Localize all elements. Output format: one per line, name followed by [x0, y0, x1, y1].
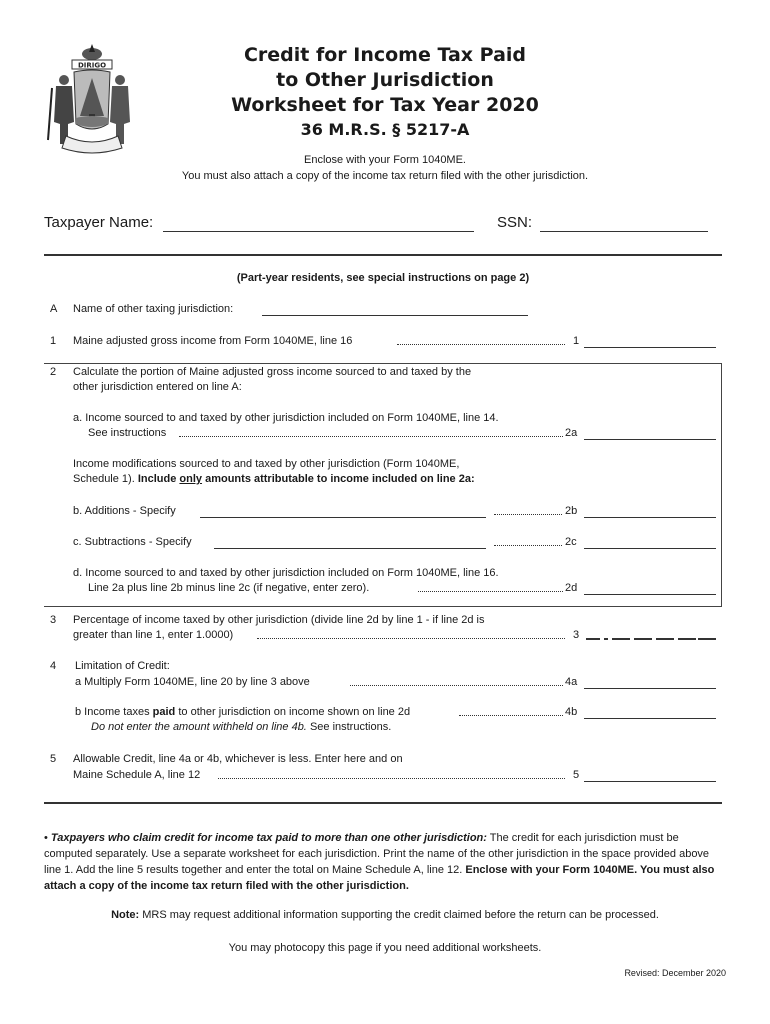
- line-1-amount-field[interactable]: [584, 335, 716, 348]
- line-4b-amount-field[interactable]: [584, 706, 716, 719]
- taxpayer-name-label: Taxpayer Name:: [44, 214, 154, 231]
- line-2b-specify-field[interactable]: [200, 505, 486, 518]
- line-3-percentage-field[interactable]: [586, 628, 716, 640]
- line-4b-pre: b Income taxes: [75, 706, 150, 718]
- photocopy-note: You may photocopy this page if you need additional worksheets.: [228, 942, 542, 954]
- line-4b-text: [75, 705, 410, 720]
- line-4b-note: [91, 720, 391, 735]
- attach-instruction: You must also attach a copy of the income tax return filed with the other jurisdiction.: [181, 170, 589, 182]
- line-2a-amount-field[interactable]: [584, 427, 716, 440]
- line-2c-ref: 2c: [565, 536, 577, 548]
- dot-leader: [179, 436, 563, 437]
- enclose-instruction: Enclose with your Form 1040ME.: [303, 154, 466, 166]
- line-2-text1: Calculate the portion of Maine adjusted gross income sourced to and taxed by the: [73, 366, 472, 378]
- line-2-mod-text2: [73, 472, 475, 487]
- line-4b-ref: 4b: [565, 706, 578, 718]
- line-2a-text1: a. Income sourced to and taxed by other jurisdiction included on Form 1040ME, line 14.: [73, 412, 499, 424]
- form-title-line2: to Other Jurisdiction: [276, 69, 494, 91]
- statute-reference: 36 M.R.S. § 5217-A: [300, 120, 470, 139]
- note-text: MRS may request additional information supporting the credit claimed before the return can be processed.: [142, 909, 659, 921]
- line-a-text: Name of other taxing jurisdiction:: [73, 303, 234, 315]
- line-2a-ref: 2a: [565, 427, 578, 439]
- line-2c-amount-field[interactable]: [584, 536, 716, 549]
- line-1-text: Maine adjusted gross income from Form 1040ME, line 16: [73, 335, 353, 347]
- line-2b-amount-field[interactable]: [584, 505, 716, 518]
- line-a-number: A: [50, 303, 58, 315]
- seal-motto: DIRIGO: [77, 61, 107, 70]
- line-3-ref: 3: [573, 629, 580, 641]
- line-4b-note-plain: See instructions.: [309, 721, 392, 733]
- top-divider: [44, 254, 722, 256]
- revised-date: Revised: December 2020: [624, 968, 726, 978]
- mod-text-bold1: Include: [137, 473, 177, 485]
- line-4a-amount-field[interactable]: [584, 676, 716, 689]
- ssn-field[interactable]: [540, 213, 708, 232]
- bottom-divider: [44, 802, 722, 804]
- dot-leader: [459, 715, 563, 716]
- note-label: Note:: [111, 909, 140, 921]
- dot-leader: [257, 638, 565, 639]
- line-2b-ref: 2b: [565, 505, 578, 517]
- line-5-amount-field[interactable]: [584, 769, 716, 782]
- line-a-field[interactable]: [262, 303, 528, 316]
- multi-jurisdiction-bold: Enclose with your Form 1040ME. You must also attach a copy of the income tax return filed with the other jurisdiction.: [44, 864, 715, 892]
- form-title-line3: Worksheet for Tax Year 2020: [231, 94, 539, 116]
- line-3-text1: Percentage of income taxed by other jurisdiction (divide line 2d by line 1 - if line 2d is: [73, 614, 485, 626]
- line-2b-text: b. Additions - Specify: [73, 505, 176, 517]
- bullet: •: [44, 832, 48, 844]
- line-2a-text2: See instructions: [88, 427, 167, 439]
- dot-leader: [218, 778, 565, 779]
- dot-leader: [350, 685, 563, 686]
- multi-jurisdiction-instructions: [44, 830, 726, 894]
- ssn-label: SSN:: [497, 214, 533, 231]
- line-2-text2: other jurisdiction entered on line A:: [73, 381, 242, 393]
- multi-jurisdiction-heading: Taxpayers who claim credit for income tax paid to more than one other jurisdiction:: [50, 832, 487, 844]
- line-4a-ref: 4a: [565, 676, 578, 688]
- line-5-number: 5: [50, 753, 57, 765]
- form-title-line1: Credit for Income Tax Paid: [243, 44, 527, 66]
- mod-text-plain: Schedule 1).: [73, 473, 135, 485]
- line-2-number: 2: [50, 366, 57, 378]
- line-2-mod-text1: Income modifications sourced to and taxed by other jurisdiction (Form 1040ME,: [73, 458, 460, 470]
- line-4b-post: to other jurisdiction on income shown on line 2d: [178, 706, 411, 718]
- line-2d-text2: Line 2a plus line 2b minus line 2c (if negative, enter zero).: [88, 582, 370, 594]
- line-5-ref: 5: [573, 769, 580, 781]
- taxpayer-name-field[interactable]: [163, 213, 474, 232]
- line-2d-ref: 2d: [565, 582, 578, 594]
- line-3-number: 3: [50, 614, 57, 626]
- dot-leader: [494, 514, 562, 515]
- line-2c-text: c. Subtractions - Specify: [73, 536, 192, 548]
- note-line: [44, 907, 726, 923]
- line-2d-text1: d. Income sourced to and taxed by other jurisdiction included on Form 1040ME, line 16.: [73, 567, 499, 579]
- line-1-number: 1: [50, 335, 57, 347]
- part-year-note: (Part-year residents, see special instructions on page 2): [236, 272, 530, 284]
- line-1-ref: 1: [573, 335, 580, 347]
- line-4b-bold: paid: [152, 706, 176, 718]
- line-4b-note-italic: Do not enter the amount withheld on line 4b.: [91, 721, 307, 733]
- mod-text-bold-underline: only: [179, 473, 203, 485]
- dot-leader: [397, 344, 565, 345]
- line-3-text2: greater than line 1, enter 1.0000): [73, 629, 234, 641]
- line-2c-specify-field[interactable]: [214, 536, 486, 549]
- line-5-text2: Maine Schedule A, line 12: [73, 769, 201, 781]
- dot-leader: [494, 545, 562, 546]
- line-4a-text: a Multiply Form 1040ME, line 20 by line 3 above: [75, 676, 310, 688]
- mod-text-bold2: amounts attributable to income included on line 2a:: [205, 473, 475, 485]
- line-4-text: Limitation of Credit:: [75, 660, 170, 672]
- line-4-number: 4: [50, 660, 57, 672]
- dot-leader: [418, 591, 563, 592]
- line-5-text1: Allowable Credit, line 4a or 4b, whichever is less. Enter here and on: [73, 753, 403, 765]
- line-2d-amount-field[interactable]: [584, 582, 716, 595]
- multi-jurisdiction-text: The credit for each jurisdiction must be computed separately. Use a separate worksheet for each jurisdiction. Print the name of the other jurisdiction in the space provided above line 1. Add the line 5 results together and enter the total on Maine Schedule A, line 12.: [44, 832, 710, 876]
- state-seal-image: [42, 44, 142, 156]
